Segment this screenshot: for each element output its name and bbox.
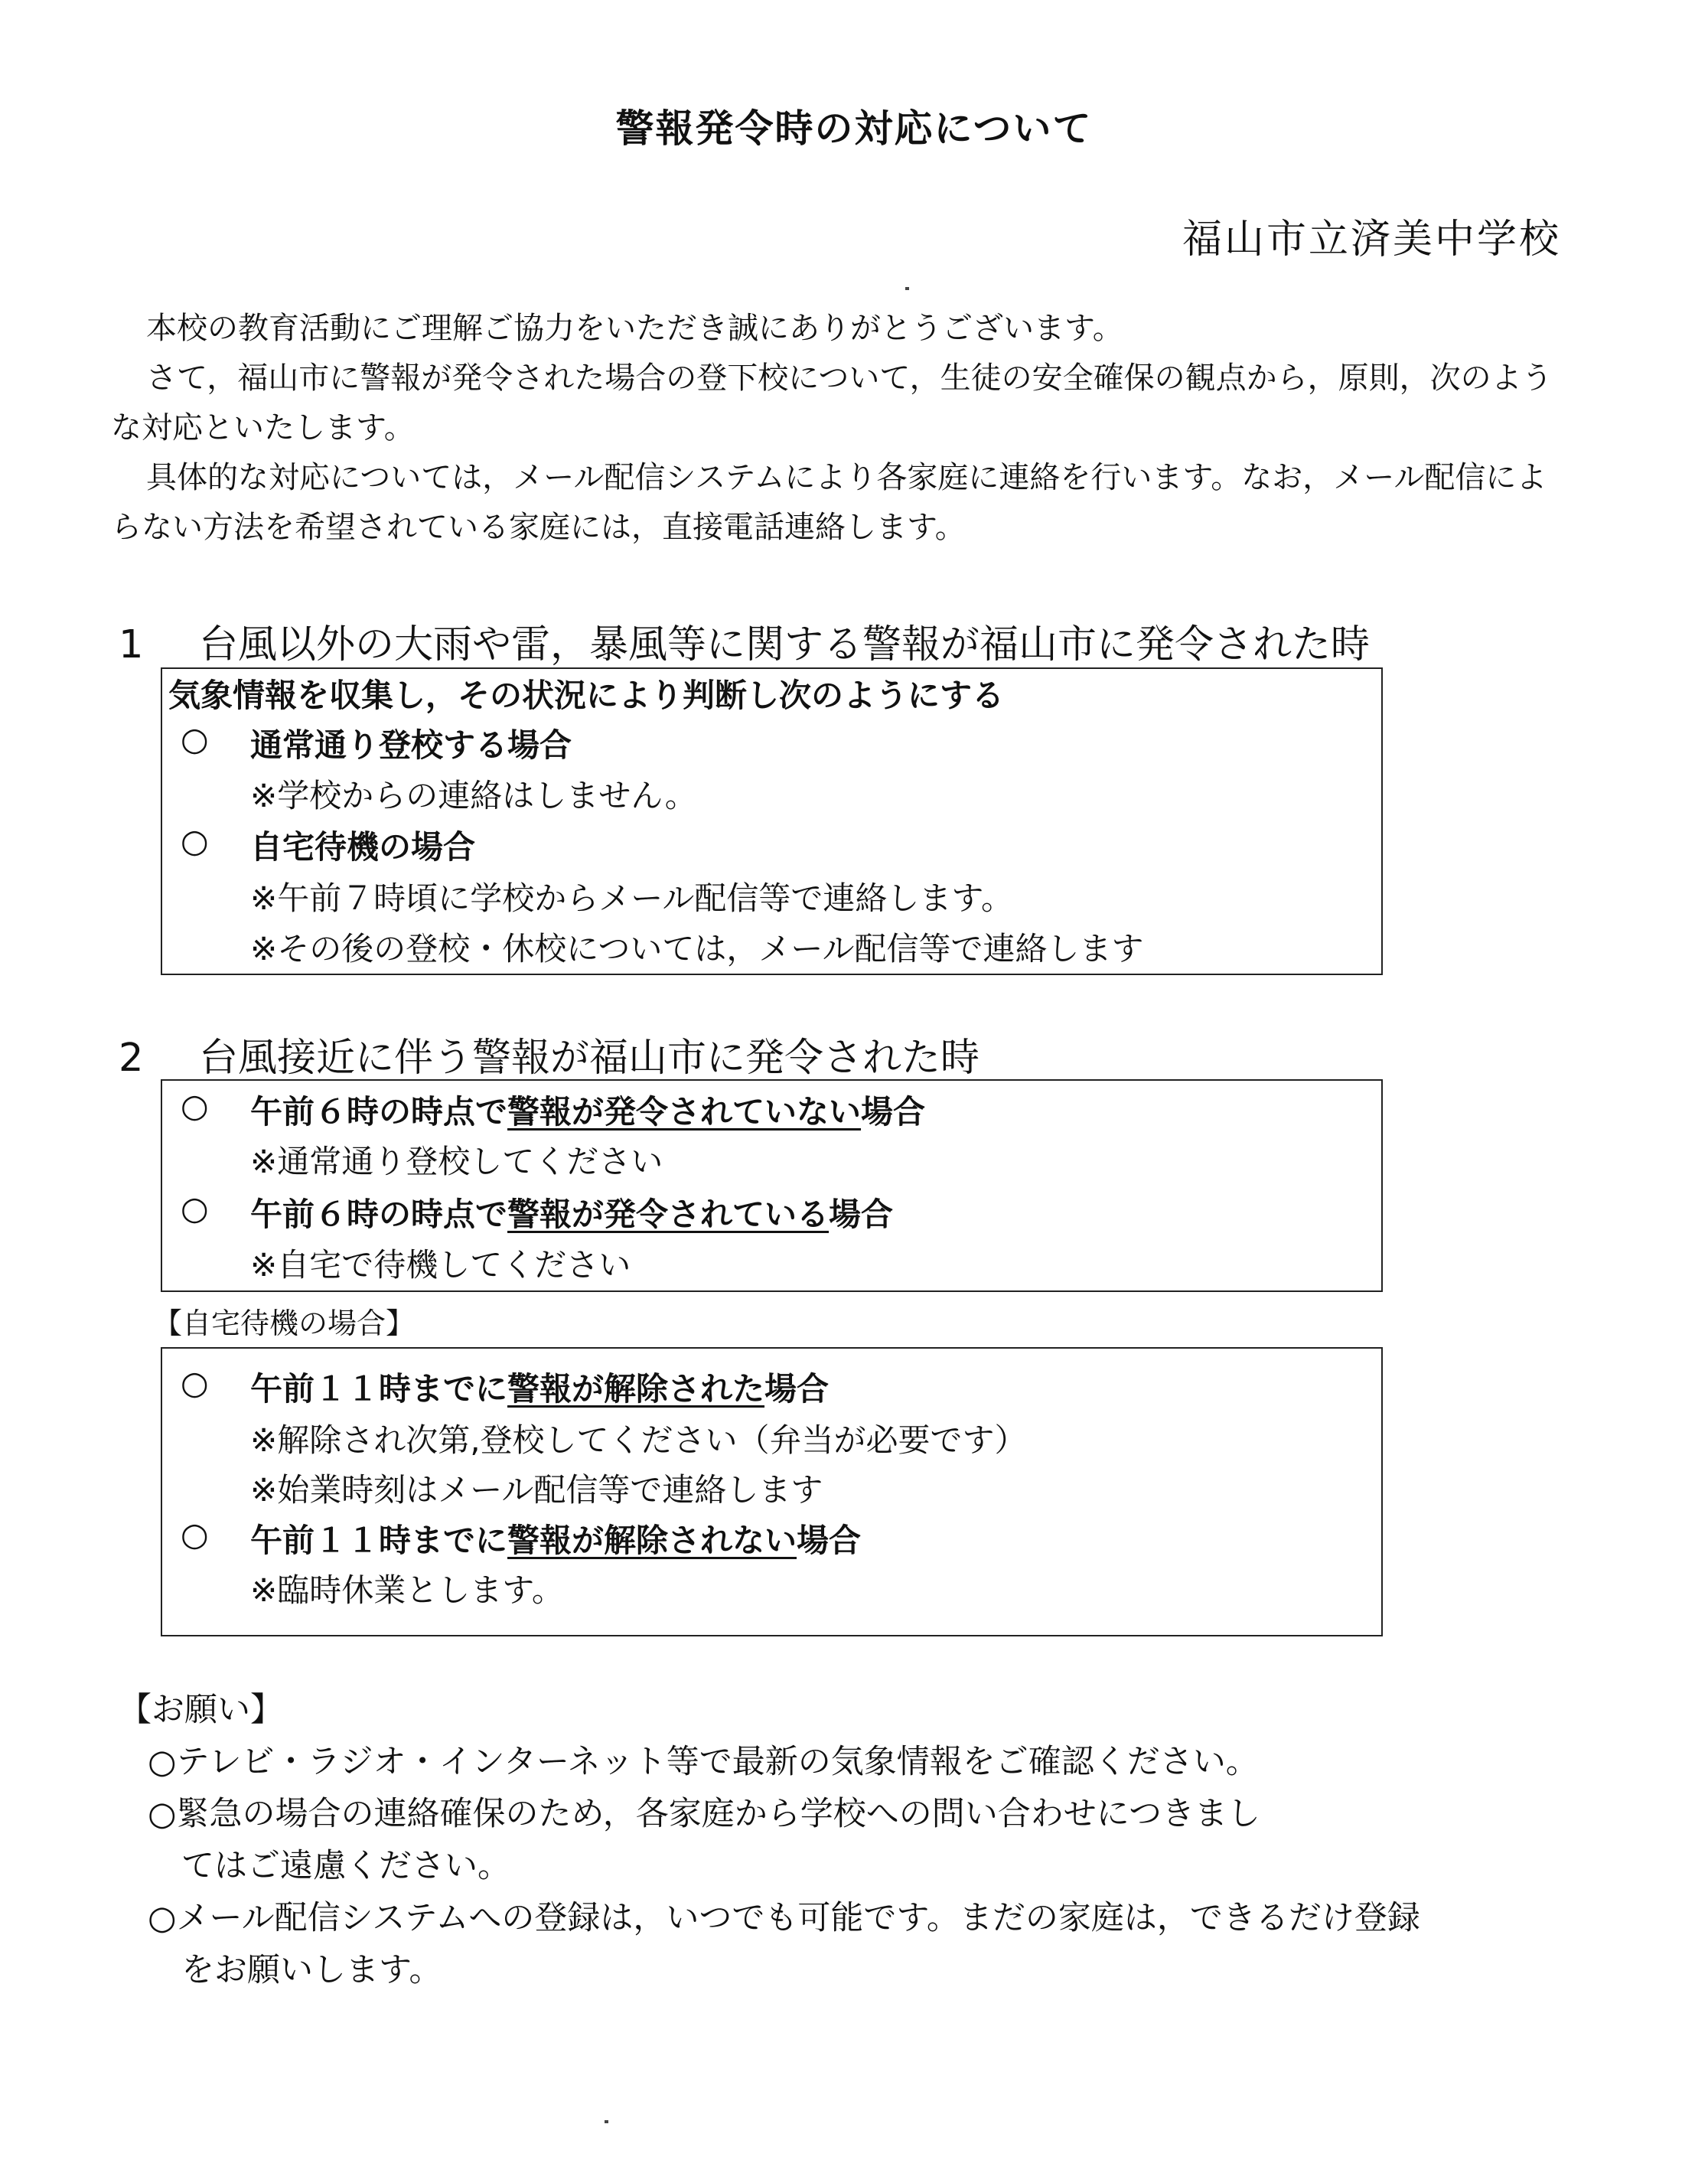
request-item-2: ○緊急の場合の連絡確保のため，各家庭から学校への問い合わせにつきまし	[148, 1795, 1260, 1833]
school-name: 福山市立済美中学校	[1182, 217, 1561, 263]
request-item-3-continued: をお願いします。	[181, 1951, 442, 1989]
section-1-box-title: 気象情報を収集し，その状況により判断し次のようにする	[168, 677, 1005, 714]
document-title: 警報発令時の対応について	[615, 106, 1093, 151]
scan-speck	[905, 287, 909, 290]
section-2-case-1-note: ※通常通り登校してください	[250, 1143, 663, 1180]
intro-paragraph-2: さて，福山市に警報が発令された場合の登下校について，生徒の安全確保の観点から，原則，次のような対応といたします。	[111, 361, 1553, 445]
section-2-case-4-bullet: ○	[181, 1516, 209, 1553]
section-2-case-3-underlined: 警報が解除された	[507, 1370, 765, 1408]
scan-speck	[605, 2120, 608, 2123]
section-2-case-3-note-1: ※解除され次第,登校してください（弁当が必要です）	[250, 1421, 1027, 1459]
section-1-case-1-title: 通常通り登校する場合	[250, 726, 572, 764]
section-1-heading-text: 台風以外の大雨や雷，暴風等に関する警報が福山市に発令された時	[199, 622, 1371, 667]
section-2-case-3-pre: 午前１１時までに	[250, 1370, 508, 1408]
section-1-case-2-title: 自宅待機の場合	[250, 828, 476, 866]
section-2-case-4-note: ※臨時休業とします。	[250, 1571, 564, 1609]
intro-paragraphs	[111, 304, 1557, 553]
section-2-case-1-underlined: 警報が発令されていない	[507, 1093, 862, 1131]
section-1-box	[161, 667, 1383, 975]
section-2-case-3-note-2: ※始業時刻はメール配信等で連絡します	[250, 1471, 823, 1509]
section-2-case-2-title	[250, 1189, 893, 1235]
request-item-1: ○テレビ・ラジオ・インターネット等で最新の気象情報をご確認ください。	[148, 1743, 1259, 1781]
section-1-number: 1	[119, 622, 144, 667]
section-2-case-4-post: 場合	[797, 1522, 862, 1559]
home-standby-label: 【自宅待機の場合】	[153, 1307, 416, 1340]
section-2-case-1-bullet: ○	[181, 1087, 209, 1124]
section-2-heading-text: 台風接近に伴う警報が福山市に発令された時	[199, 1036, 980, 1081]
requests-heading: 【お願い】	[119, 1691, 283, 1729]
section-2-case-4-underlined: 警報が解除されない	[507, 1522, 797, 1559]
section-2-case-2-note: ※自宅で待機してください	[250, 1246, 631, 1284]
request-item-3: ○メール配信システムへの登録は，いつでも可能です。まだの家庭は，できるだけ登録	[148, 1899, 1420, 1937]
section-2-case-1-title	[250, 1087, 925, 1133]
section-2-case-1-post: 場合	[861, 1093, 926, 1131]
section-2-case-1-pre: 午前６時の時点で	[250, 1093, 508, 1131]
section-2-case-2-bullet: ○	[181, 1189, 209, 1227]
requests-section	[119, 1684, 1573, 1996]
section-2-number: 2	[119, 1036, 144, 1081]
section-2-case-2-pre: 午前６時の時点で	[250, 1196, 508, 1233]
section-1-heading	[119, 612, 1370, 669]
section-2-case-3-post: 場合	[764, 1370, 830, 1408]
section-1-case-2-bullet: ○	[181, 822, 209, 860]
section-2-case-4-title	[250, 1516, 861, 1561]
section-2-case-3-bullet: ○	[181, 1364, 209, 1401]
section-2-box-b	[161, 1347, 1383, 1636]
intro-paragraph-1: 本校の教育活動にご理解ご協力をいただき誠にありがとうございます。	[146, 311, 1123, 346]
intro-paragraph-3: 具体的な対応については，メール配信システムにより各家庭に連絡を行います。なお，メール配信によらない方法を希望されている家庭には，直接電話連絡します。	[111, 460, 1547, 545]
section-1-case-2-note-1: ※午前７時頃に学校からメール配信等で連絡します。	[250, 879, 1013, 917]
section-2-case-4-pre: 午前１１時までに	[250, 1522, 508, 1559]
section-2-case-3-title	[250, 1364, 829, 1410]
section-2-case-2-underlined: 警報が発令されている	[507, 1196, 830, 1233]
section-1-case-2-note-2: ※その後の登校・休校については，メール配信等で連絡します	[250, 930, 1144, 967]
section-2-case-2-post: 場合	[829, 1196, 894, 1233]
request-item-2-continued: てはご遠慮ください。	[181, 1847, 510, 1885]
section-2-heading	[119, 1026, 979, 1082]
section-1-case-1-bullet: ○	[181, 720, 209, 758]
section-2-box-a	[161, 1079, 1383, 1292]
section-1-case-1-note: ※学校からの連絡はしません。	[250, 777, 697, 814]
